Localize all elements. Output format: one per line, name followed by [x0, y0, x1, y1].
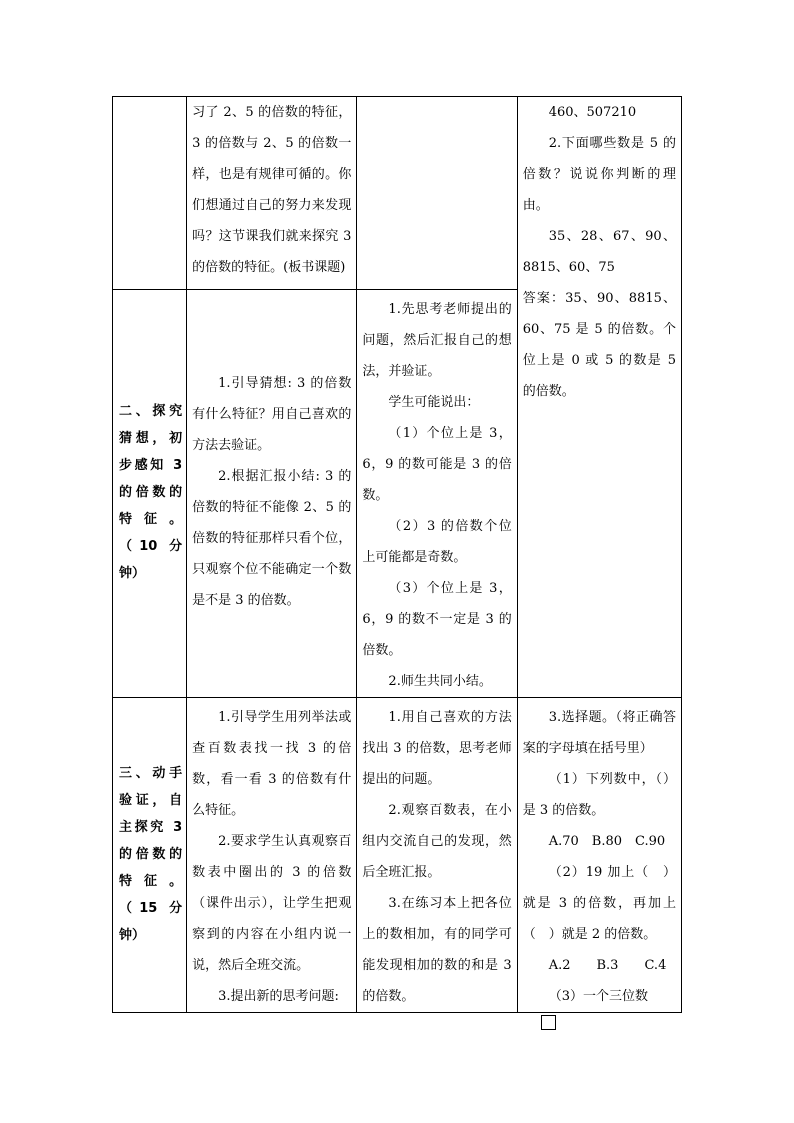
teacher-paragraph: 2.根据汇报小结: 3 的倍数的特征不能像 2、5 的倍数的特征那样只看个位，只观察个位不能确定一个数是不是 3 的倍数。 — [192, 469, 352, 608]
student-paragraph: 1.用自己喜欢的方法找出 3 的倍数，思考老师提出的问题。 — [362, 710, 512, 787]
exercise-answer: 答案：35、90、8815、60、75 是 5 的倍数。个位上是 0 或 5 的数是 5 的倍数。 — [522, 291, 676, 399]
table-row — [113, 698, 682, 1013]
student-paragraph: 3.在练习本上把各位上的数相加，有的同学可能发现相加的数的和是 3 的倍数。 — [362, 896, 512, 1004]
stage-cell — [113, 698, 187, 1013]
student-activity-cell — [357, 97, 517, 290]
exercise-cell — [517, 97, 681, 698]
stage-title: 二、探究猜想，初步感知 3 的倍数的特征。（10 分钟） — [119, 403, 187, 581]
teacher-paragraph: 1.引导猜想: 3 的倍数有什么特征？用自己喜欢的方法去验证。 — [192, 376, 352, 453]
student-activity-cell — [357, 290, 517, 698]
empty-checkbox[interactable] — [541, 1015, 556, 1030]
teacher-paragraph: 1.引导学生用列举法或查百数表找一找 3 的倍数，看一看 3 的倍数有什么特征。 — [192, 710, 352, 818]
teacher-activity-cell — [187, 698, 357, 1013]
teacher-activity-cell — [187, 97, 357, 290]
exercise-line: 460、507210 — [548, 105, 637, 120]
student-paragraph: （2）3 的倍数个位上可能都是奇数。 — [362, 519, 512, 565]
exercise-line: （1）下列数中，（）是 3 的倍数。 — [522, 772, 676, 818]
student-activity-cell — [357, 698, 517, 1013]
exercise-cell — [517, 698, 681, 1013]
lesson-plan-table — [112, 96, 682, 1013]
student-paragraph: 2.师生共同小结。 — [388, 674, 492, 689]
exercise-line: 2.下面哪些数是 5 的倍数？说说你判断的理由。 — [522, 136, 676, 213]
teacher-paragraph: 3.提出新的思考问题: — [218, 989, 339, 1004]
teacher-activity-cell — [187, 290, 357, 698]
student-paragraph: 2.观察百数表，在小组内交流自己的发现，然后全班汇报。 — [362, 803, 512, 880]
exercise-line: A.2 B.3 C.4 — [548, 958, 667, 973]
student-paragraph: 1.先思考老师提出的问题，然后汇报自己的想法，并验证。 — [362, 302, 512, 379]
exercise-line: （3）一个三位数 — [548, 989, 648, 1004]
student-paragraph: （3）个位上是 3，6，9 的数不一定是 3 的倍数。 — [362, 581, 512, 658]
stage-title: 三、动手验证，自主探究 3 的倍数的特征。（15 分钟） — [119, 765, 187, 943]
teacher-paragraph: 2.要求学生认真观察百数表中圈出的 3 的倍数（课件出示），让学生把观察到的内容在小组内说一说，然后全班交流。 — [192, 834, 352, 973]
student-paragraph: （1）个位上是 3，6，9 的数可能是 3 的倍数。 — [362, 426, 512, 503]
exercise-line: （2）19 加上（ ）就是 3 的倍数，再加上（ ）就是 2 的倍数。 — [522, 865, 676, 942]
exercise-line: 3.选择题。（将正确答案的字母填在括号里） — [522, 710, 676, 756]
stage-cell — [113, 290, 187, 698]
student-paragraph: 学生可能说出： — [388, 395, 480, 410]
teacher-paragraph: 习了 2、5 的倍数的特征，3 的倍数与 2、5 的倍数一样，也是有规律可循的。你们想通过自己的努力来发现吗？这节课我们就来探究 3 的倍数的特征。(板书课题) — [192, 105, 352, 275]
stage-cell — [113, 97, 187, 290]
exercise-line: A.70 B.80 C.90 — [548, 834, 666, 849]
exercise-line: 35、28、67、90、8815、60、75 — [522, 229, 676, 275]
table-row — [113, 97, 682, 290]
